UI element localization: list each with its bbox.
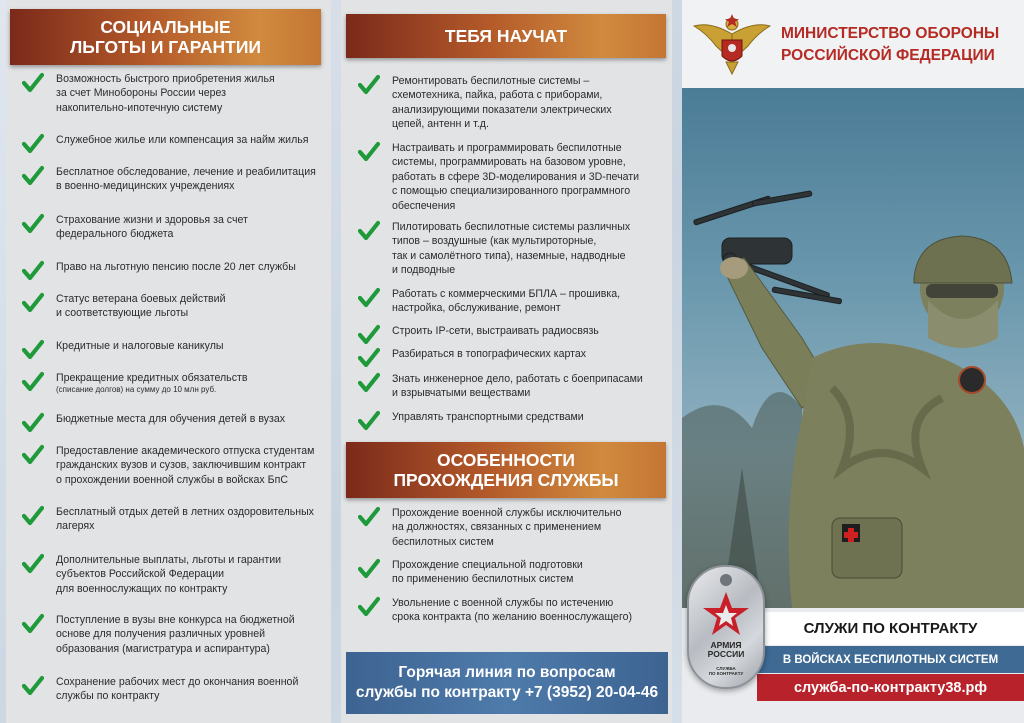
benefit-item-text: Возможность быстрого приобретения жилья за счет Минобороны России через накопительно-ипотечную систему: [56, 73, 275, 114]
benefit-item: [22, 613, 295, 656]
dogtag-sub1: СЛУЖБА: [716, 666, 736, 671]
dogtag-hole: [720, 574, 732, 586]
hotline-line1: Горячая линия по вопросам: [398, 663, 616, 681]
ministry-title: [781, 23, 1021, 68]
benefit-item-text: Прекращение кредитных обязательств (списание долгов) на сумму до 10 млн руб.: [56, 372, 248, 395]
check-icon: [22, 72, 44, 94]
check-icon: [22, 133, 44, 155]
check-icon: [358, 506, 380, 528]
service-item: [358, 596, 632, 625]
check-icon: [358, 558, 380, 580]
benefit-item: [22, 165, 316, 194]
training-item-text: Пилотировать беспилотные системы различных типов – воздушные (как мультироторные, так и самолётного типа), наземные, надводные и подводные: [392, 221, 631, 277]
check-icon: [22, 213, 44, 235]
benefit-item: [22, 339, 224, 361]
emblem-icon: [692, 12, 772, 78]
benefit-item: [22, 292, 226, 321]
service-list: [355, 0, 672, 723]
dogtag-title: [689, 641, 763, 660]
contract-text: СЛУЖИ ПО КОНТРАКТУ: [803, 620, 978, 637]
benefit-item: [22, 371, 247, 396]
benefit-item: [22, 412, 285, 434]
soldier-photo: [682, 88, 1024, 608]
check-icon: [22, 505, 44, 527]
benefit-item: [22, 72, 275, 115]
benefit-item-text: Страхование жизни и здоровья за счет федерального бюджета: [56, 214, 248, 241]
troops-text: В ВОЙСКАХ БЕСПИЛОТНЫХ СИСТЕМ: [782, 653, 999, 666]
check-icon: [22, 444, 44, 466]
benefit-item-text: Кредитные и налоговые каникулы: [56, 340, 224, 352]
hotline-banner: [346, 652, 668, 714]
check-icon: [22, 553, 44, 575]
benefit-item: [22, 553, 281, 596]
benefit-item: [22, 133, 309, 155]
benefit-item: [22, 213, 248, 242]
training-item-text: Управлять транспортными средствами: [392, 411, 584, 423]
hotline-line2: службы по контракту +7 (3952) 20-04-46: [355, 684, 659, 701]
benefits-title-line2: ЛЬГОТЫ И ГАРАНТИИ: [70, 37, 261, 57]
check-icon: [22, 165, 44, 187]
service-item: [358, 506, 621, 549]
site-banner[interactable]: [757, 674, 1024, 701]
dogtag-subtitle: [689, 666, 763, 677]
service-item-text: Прохождение военной службы исключительно на должностях, связанных с применением беспилотных систем: [392, 507, 622, 548]
service-item-text: Прохождение специальной подготовки по применению беспилотных систем: [392, 559, 583, 586]
ministry-title-line2: РОССИЙСКОЙ ФЕДЕРАЦИИ: [781, 47, 995, 65]
training-item-text: Знать инженерное дело, работать с боеприпасами и взрывчатыми веществами: [392, 373, 643, 400]
benefit-item-text: Служебное жилье или компенсация за найм жилья: [56, 134, 309, 146]
benefit-item-text: Бесплатное обследование, лечение и реабилитация в военно-медицинских учреждениях: [56, 166, 316, 193]
benefit-item: [22, 675, 298, 704]
training-item-text: Строить IP-сети, выстраивать радиосвязь: [392, 325, 599, 337]
check-icon: [22, 412, 44, 434]
dogtag-sub2: ПО КОНТРАКТУ: [708, 671, 744, 677]
check-icon: [22, 613, 44, 635]
benefit-item: [22, 505, 314, 534]
training-item-text: Работать с коммерческими БПЛА – прошивка, настройка, обслуживание, ремонт: [392, 288, 621, 315]
ministry-title-line1: МИНИСТЕРСТВО ОБОРОНЫ: [781, 25, 1000, 42]
service-item-text: Увольнение с военной службы по истечению срока контракта (по желанию военнослужащего): [392, 597, 632, 624]
benefit-item-text: Предоставление академического отпуска студентам гражданских вузов и сузов, заключившим контракт о прохождении военной службы в войсках БпС: [56, 445, 315, 486]
site-link[interactable]: служба-по-контракту38.рф: [793, 679, 988, 696]
army-dogtag-logo: [687, 565, 765, 689]
benefits-list: [22, 0, 327, 723]
benefit-item-text: Бесплатный отдых детей в летних оздоровительных лагерях: [56, 506, 314, 533]
training-item-text: Разбираться в топографических картах: [392, 348, 587, 360]
check-icon: [22, 292, 44, 314]
dogtag-line1: АРМИЯ: [710, 640, 742, 650]
service-item: [358, 558, 583, 587]
check-icon: [22, 371, 44, 393]
benefit-item: [22, 260, 296, 282]
check-icon: [22, 260, 44, 282]
red-star-icon: [702, 591, 750, 637]
check-icon: [22, 339, 44, 361]
training-item-text: Ремонтировать беспилотные системы – схемотехника, пайка, работа с приборами, анализирующими показатели электрических цепей, антенн и т.д.: [392, 75, 612, 131]
benefits-title-line1: СОЦИАЛЬНЫЕ: [100, 16, 231, 37]
service-title-line1: ОСОБЕННОСТИ: [436, 449, 576, 470]
benefit-item: [22, 444, 314, 487]
soldier-drone-illustration: [682, 88, 1024, 608]
check-icon: [358, 596, 380, 618]
benefit-item-text: Право на льготную пенсию после 20 лет службы: [56, 261, 296, 273]
benefit-item-text: Бюджетные места для обучения детей в вузах: [56, 413, 286, 425]
contract-banner: [757, 612, 1024, 645]
training-item-text: Настраивать и программировать беспилотные системы, программировать на базовом уровне, работать в сфере 3D-моделирования и 3D-печати с помощью специализированного программного обеспечения: [392, 142, 640, 212]
dogtag-line2: РОССИИ: [707, 649, 745, 660]
benefit-item-text: Сохранение рабочих мест до окончания военной службы по контракту: [56, 676, 299, 703]
benefit-item-text: Дополнительные выплаты, льготы и гарантии субъектов Российской Федерации для военнослужащих по контракту: [56, 554, 282, 595]
check-icon: [22, 675, 44, 697]
training-title: ТЕБЯ НАУЧАТ: [444, 25, 568, 46]
troops-banner: [757, 646, 1024, 673]
benefit-item-text: Статус ветерана боевых действий и соответствующие льготы: [56, 293, 226, 320]
service-title-line2: ПРОХОЖДЕНИЯ СЛУЖБЫ: [393, 470, 619, 490]
benefit-item-text: Поступление в вузы вне конкурса на бюджетной основе для получения различных уровней образования (магистратура и аспирантура): [56, 614, 295, 655]
